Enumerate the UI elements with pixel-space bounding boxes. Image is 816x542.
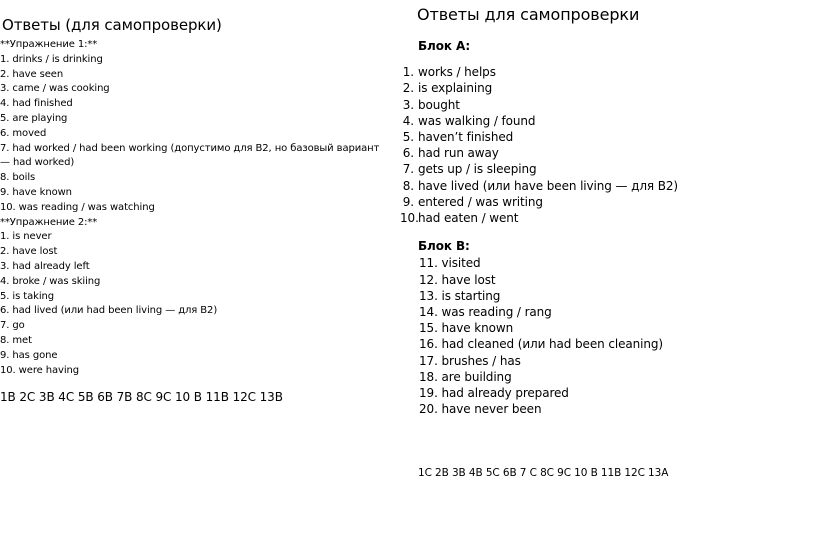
list-item xyxy=(400,178,810,194)
list-item: 11. visited xyxy=(419,256,481,271)
answer-line: 2. have lost xyxy=(0,246,58,258)
list-item: 16. had cleaned (или had been cleaning) xyxy=(419,337,663,352)
answer-line: 1. is never xyxy=(0,231,52,243)
answer-line: 3. had already left xyxy=(0,260,90,272)
list-text: is explaining xyxy=(418,81,493,96)
answer-line: 9. have known xyxy=(0,186,72,198)
right-answer-codes: 1C 2B 3B 4B 5C 6B 7 C 8C 9C 10 B 11B 12C 13A xyxy=(418,467,669,480)
block-b-title: Блок B: xyxy=(418,239,470,254)
answer-line: 7. go xyxy=(0,320,25,332)
list-item xyxy=(400,194,810,210)
list-item xyxy=(400,161,810,177)
answer-line: 6. moved xyxy=(0,127,47,139)
list-number: 3. xyxy=(402,97,414,112)
list-text: had run away xyxy=(418,146,499,161)
list-number: 6. xyxy=(402,146,414,161)
list-item: 13. is starting xyxy=(419,288,501,303)
left-answer-codes: 1B 2C 3B 4C 5B 6B 7B 8C 9C 10 B 11B 12C 13B xyxy=(0,390,283,405)
list-item xyxy=(400,210,810,226)
list-number: 1. xyxy=(402,65,414,80)
block-a-title: Блок A: xyxy=(418,39,471,53)
list-item: 18. are building xyxy=(419,369,512,384)
exercise-2-list xyxy=(0,230,392,378)
answer-line: 7. had worked / had been working (допустимо для B2, но базовый вариант — had worked) xyxy=(0,142,380,169)
answer-line: 9. has gone xyxy=(0,349,58,361)
list-item xyxy=(400,97,810,113)
answer-line: 2. have seen xyxy=(0,68,64,80)
exercise-1-heading: **Упражнение 1:** xyxy=(0,39,98,50)
list-item: 12. have lost xyxy=(419,272,496,287)
exercise-2-heading: **Упражнение 2:** xyxy=(0,216,98,228)
block-b-list xyxy=(400,255,810,417)
block-a-list xyxy=(400,64,810,226)
answer-line: 3. came / was cooking xyxy=(0,83,110,95)
answer-line: 5. are playing xyxy=(0,112,68,124)
right-answers-panel xyxy=(400,4,810,482)
answer-line: 8. met xyxy=(0,334,32,346)
answer-line: 1. drinks / is drinking xyxy=(0,53,103,65)
list-number: 4. xyxy=(402,113,414,128)
list-text: entered / was writing xyxy=(418,194,543,209)
list-item: 15. have known xyxy=(419,321,514,336)
list-text: bought xyxy=(418,97,460,112)
list-number: 7. xyxy=(402,162,414,177)
list-item: 20. have never been xyxy=(419,402,542,417)
exercise-1-list xyxy=(0,53,392,216)
list-number: 8. xyxy=(402,178,414,193)
list-number: 10. xyxy=(400,211,419,226)
answer-line: 10. was reading / was watching xyxy=(0,201,155,213)
list-item: 17. brushes / has xyxy=(419,353,521,368)
answer-line: 4. broke / was skiing xyxy=(0,275,101,287)
right-title: Ответы для самопроверки xyxy=(417,5,640,24)
list-number: 2. xyxy=(402,81,414,96)
list-item xyxy=(400,64,810,80)
list-text: haven’t finished xyxy=(418,130,514,145)
list-item xyxy=(400,129,810,145)
answer-line: 5. is taking xyxy=(0,290,54,302)
answer-line: 6. had lived (или had been living — для B2) xyxy=(0,305,218,317)
list-text: had eaten / went xyxy=(418,211,519,226)
list-number: 5. xyxy=(402,130,414,145)
list-text: have lived (или have been living — для B2) xyxy=(418,178,678,193)
list-item xyxy=(400,80,810,96)
list-text: gets up / is sleeping xyxy=(418,162,537,177)
left-answers-panel xyxy=(0,15,392,405)
list-number: 9. xyxy=(402,194,414,209)
list-item xyxy=(400,113,810,129)
list-text: works / helps xyxy=(418,65,496,80)
answer-line: 10. were having xyxy=(0,364,79,376)
answer-line: 8. boils xyxy=(0,172,36,184)
list-item xyxy=(400,145,810,161)
list-text: was walking / found xyxy=(418,113,536,128)
list-item: 19. had already prepared xyxy=(419,386,569,401)
answer-line: 4. had finished xyxy=(0,98,73,110)
list-item: 14. was reading / rang xyxy=(419,305,552,320)
left-title: Ответы (для самопроверки) xyxy=(2,16,222,34)
